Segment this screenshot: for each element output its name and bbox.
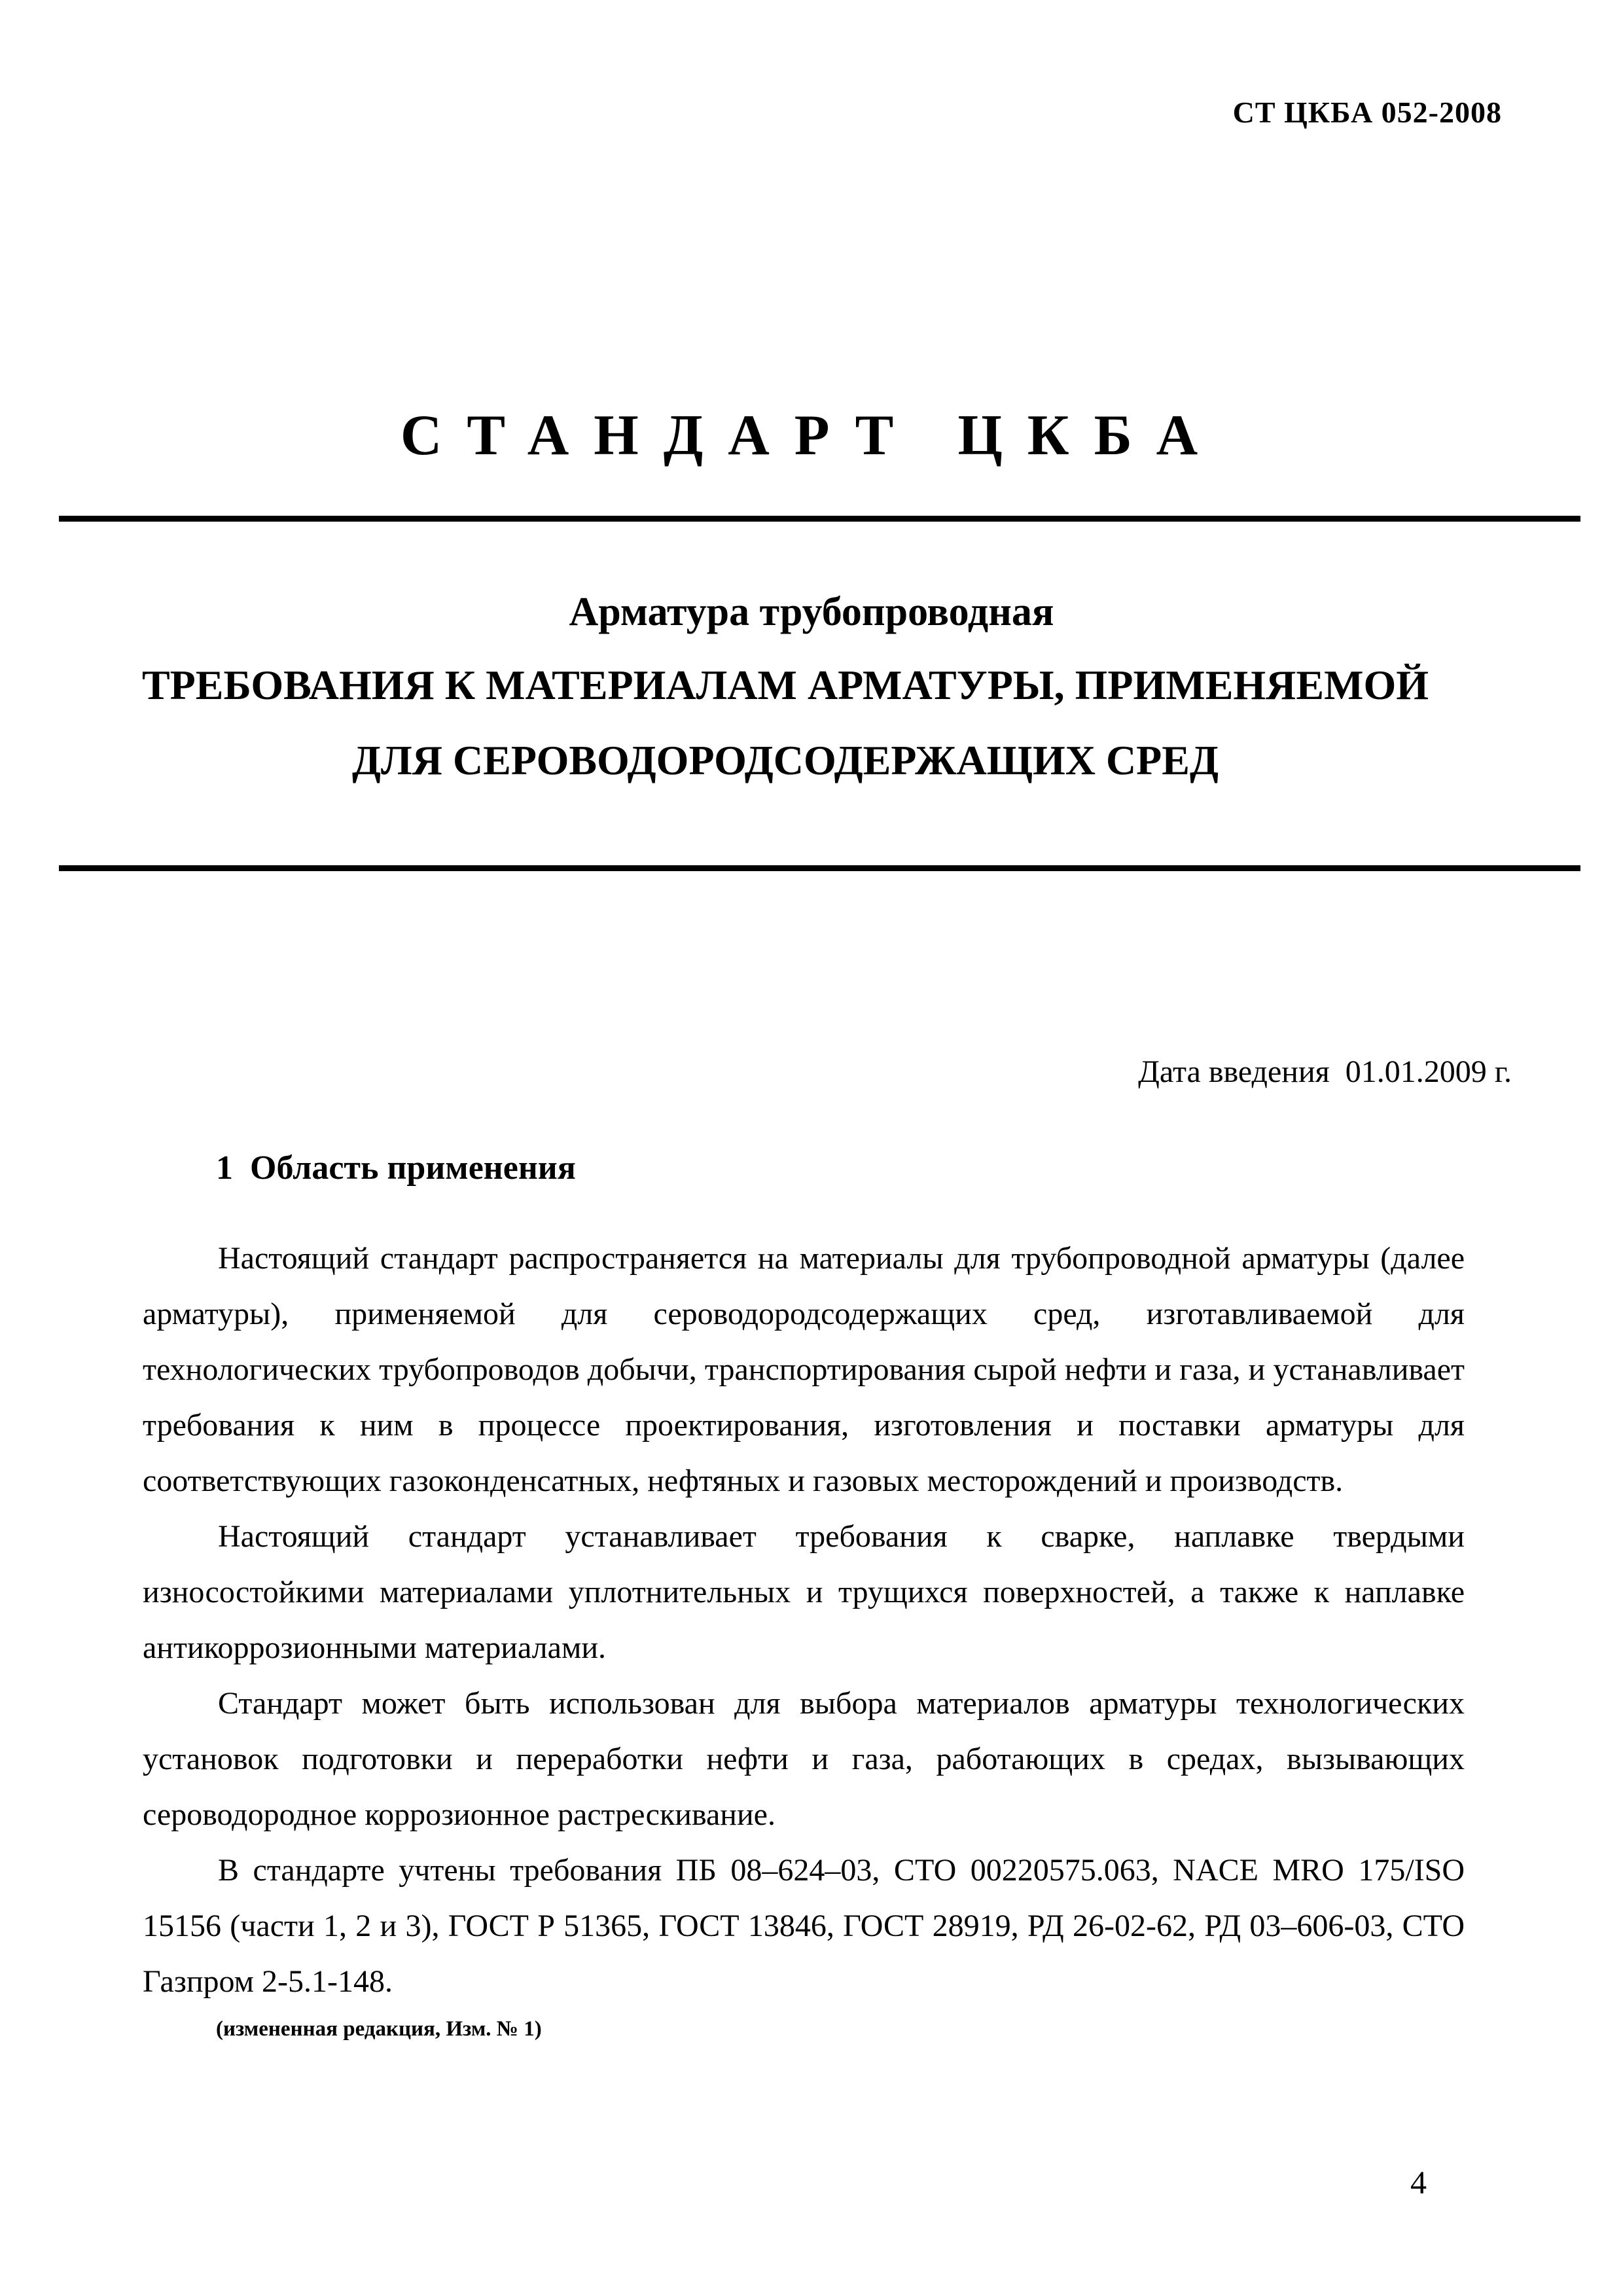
standard-title: СТАНДАРТ ЦКБА <box>400 404 1223 467</box>
page-number: 4 <box>1410 2164 1427 2200</box>
introduction-date: Дата введения 01.01.2009 г. <box>1138 1054 1512 1089</box>
document-title-line-1: ТРЕБОВАНИЯ К МАТЕРИАЛАМ АРМАТУРЫ, ПРИМЕНЯЕМОЙ <box>141 662 1429 708</box>
revision-note: (измененная редакция, Изм. № 1) <box>216 2017 542 2041</box>
section-heading: 1 Область применения <box>216 1149 576 1187</box>
paragraph-usage: Стандарт может быть использован для выбора материалов арматуры технологических установок подготовки и переработки нефти и газа, работающих в средах, вызывающих сероводородное коррозионное растрескивание. <box>143 1686 1465 1832</box>
top-divider <box>59 516 1580 522</box>
document-title-line-2: ДЛЯ СЕРОВОДОРОДСОДЕРЖАЩИХ СРЕД <box>352 737 1219 783</box>
section-body <box>143 1230 1465 2009</box>
bottom-divider <box>59 865 1580 871</box>
document-subtitle: Арматура трубопроводная <box>569 590 1054 634</box>
document-code: СТ ЦКБА 052-2008 <box>1232 96 1502 129</box>
paragraph-references: В стандарте учтены требования ПБ 08–624–03, СТО 00220575.063, NACE MRO 175/ISO 15156 (части 1, 2 и 3), ГОСТ Р 51365, ГОСТ 13846, ГОСТ 28919, РД 26-02-62, РД 03–606-03, СТО Газпром 2-5.1-148. <box>143 1853 1465 1999</box>
paragraph-scope: Настоящий стандарт распространяется на материалы для трубопроводной арматуры (далее арматуры), применяемой для сероводородсодержащих сред, изготавливаемой для технологических трубопроводов добычи, транспортирования сырой нефти и газа, и устанавливает требования к ним в процессе проектирования, изготовления и поставки арматуры для соответствующих газоконденсатных, нефтяных и газовых месторождений и производств. <box>143 1241 1465 1498</box>
paragraph-welding: Настоящий стандарт устанавливает требования к сварке, наплавке твердыми износостойкими материалами уплотнительных и трущихся поверхностей, а также к наплавке антикоррозионными материалами. <box>143 1519 1465 1665</box>
